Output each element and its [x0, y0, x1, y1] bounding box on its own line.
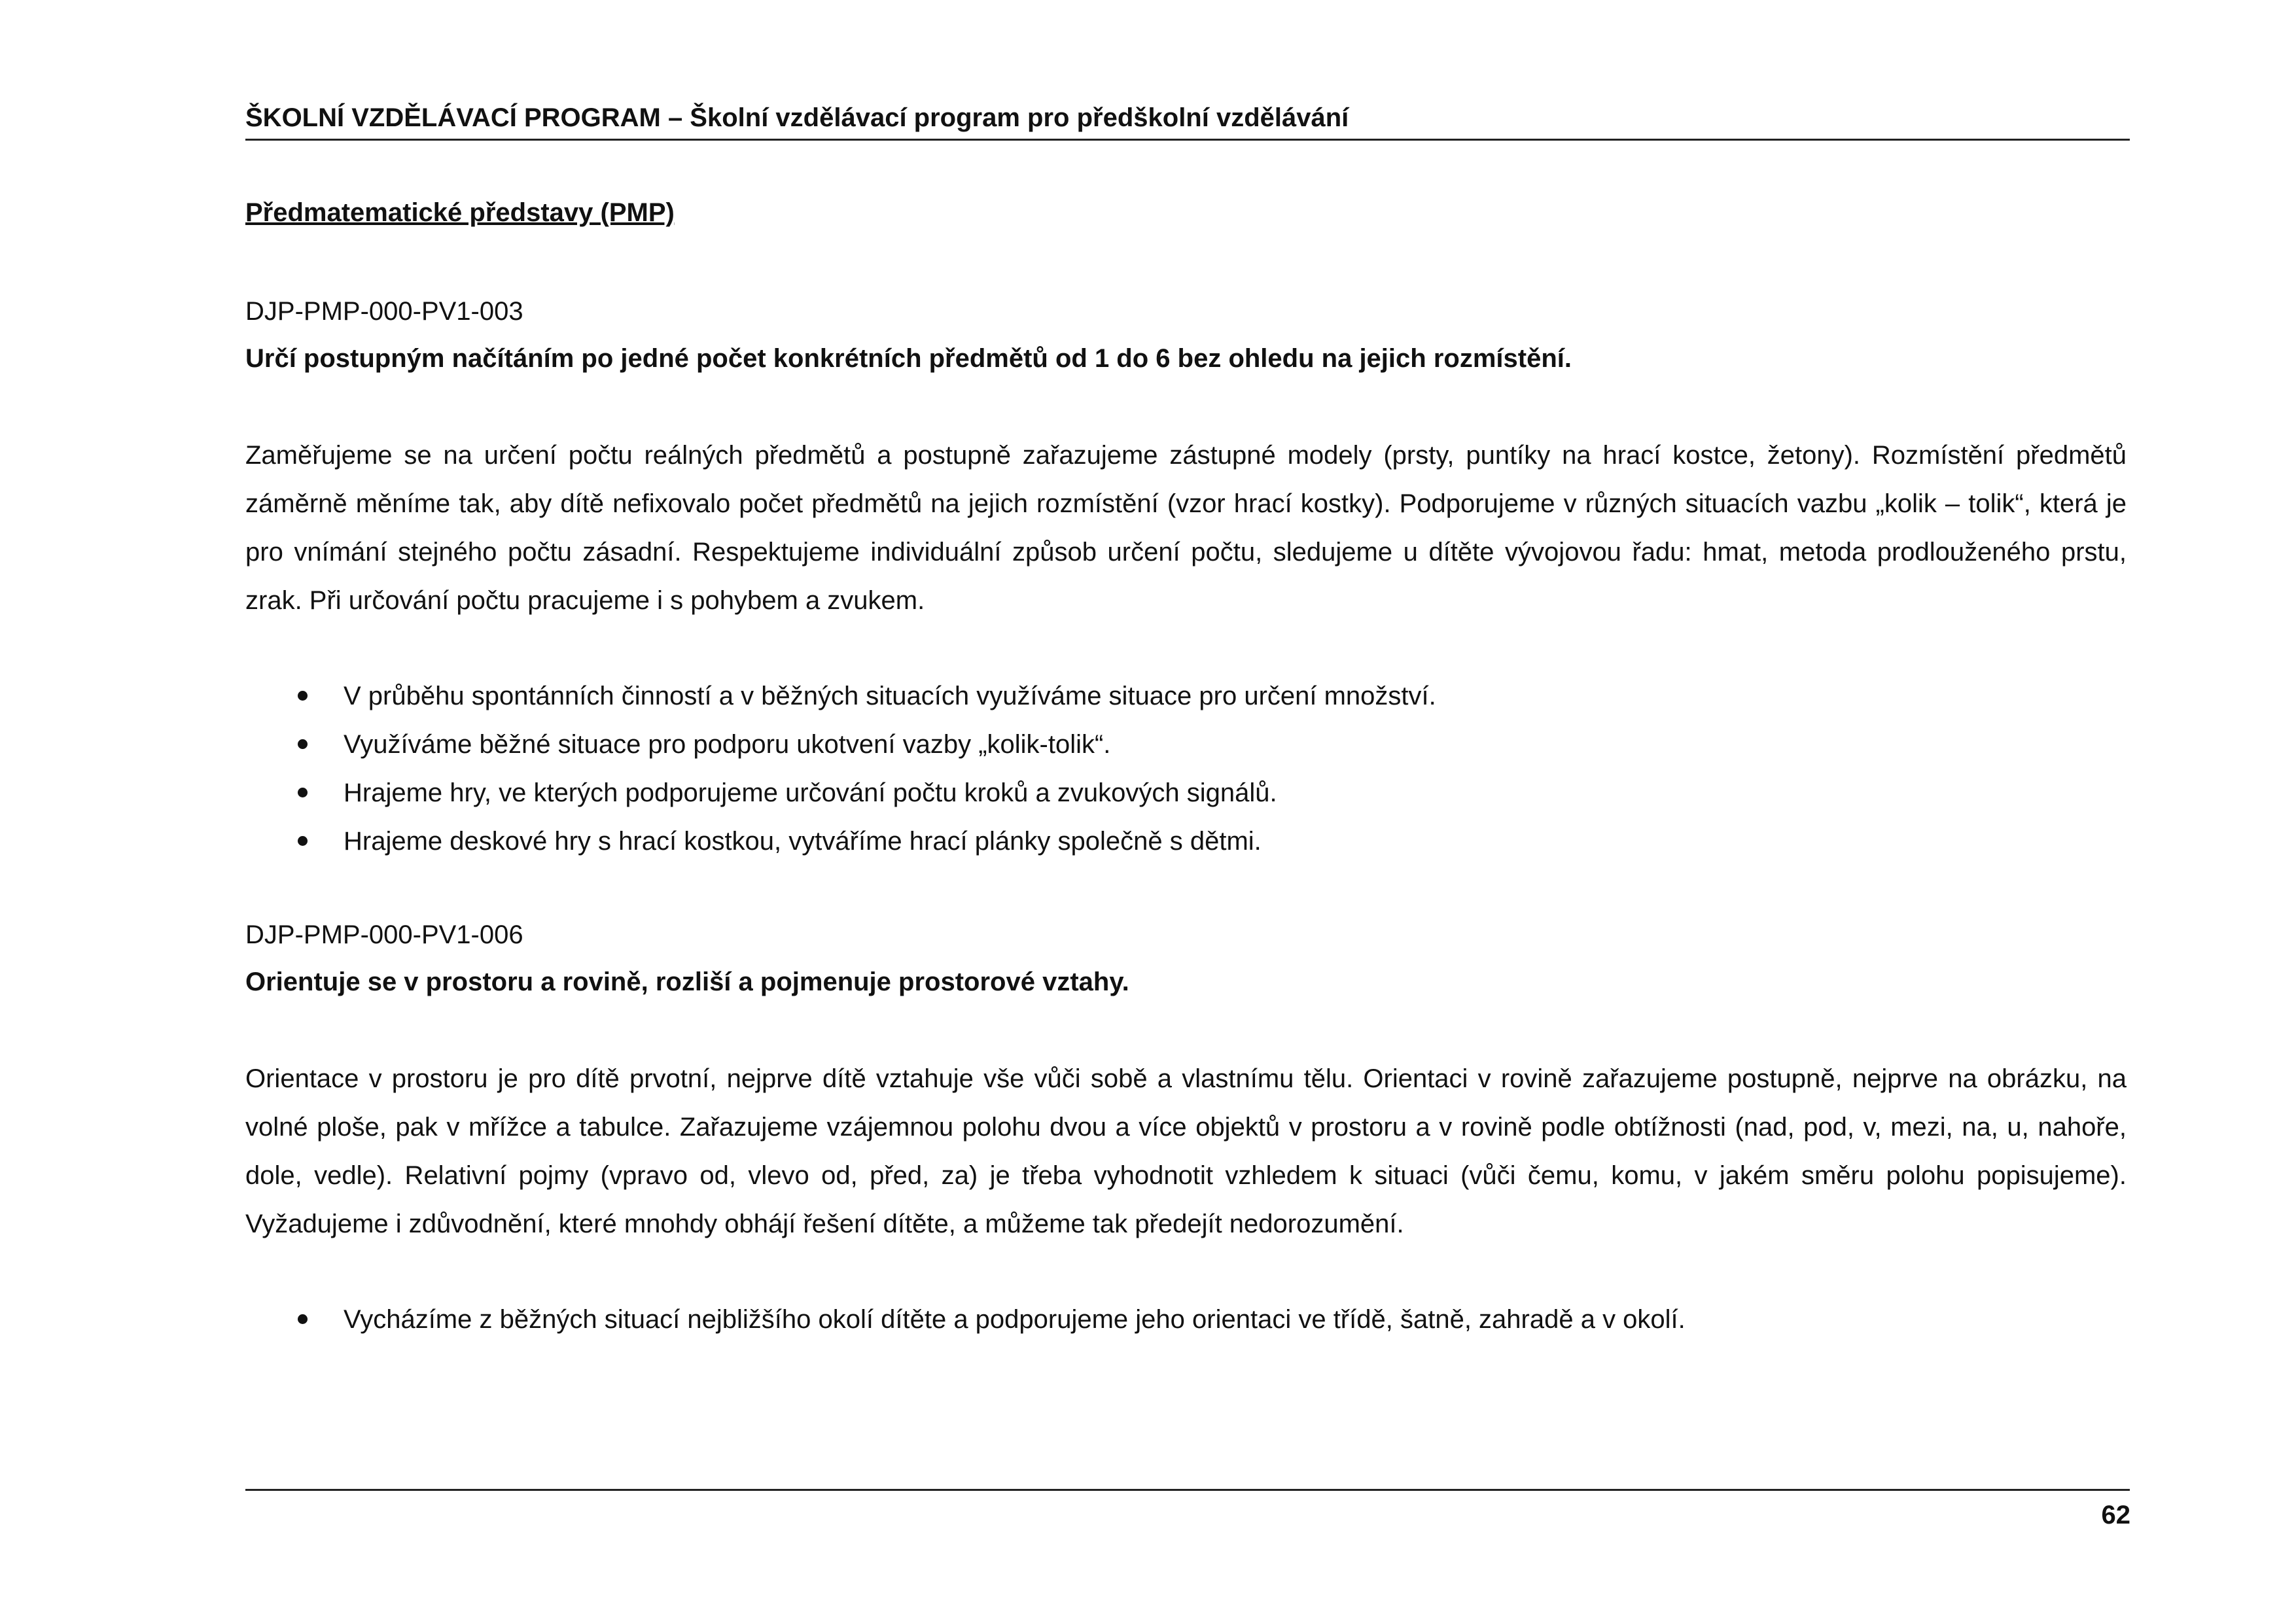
outcome-code: DJP-PMP-000-PV1-006 [245, 920, 523, 949]
list-item-text: Využíváme běžné situace pro podporu ukotvení vazby „kolik-tolik“. [344, 730, 1111, 759]
footer-divider [245, 1489, 2130, 1491]
list-item-text: V průběhu spontánních činností a v běžných situacích využíváme situace pro určení množství. [344, 682, 1436, 710]
bullet-icon [298, 1314, 308, 1324]
list-item-text: Vycházíme z běžných situací nejbližšího okolí dítěte a podporujeme jeho orientaci ve třídě, šatně, zahradě a v okolí. [344, 1305, 1686, 1334]
outcome-block-1 [245, 288, 2127, 865]
list-item [245, 720, 2127, 769]
header-divider [245, 139, 2130, 141]
bullet-icon [298, 788, 308, 797]
list-item [245, 1295, 2127, 1344]
section-title: Předmatematické představy (PMP) [245, 198, 675, 227]
activity-list [245, 672, 2127, 865]
page-number: 62 [2101, 1501, 2130, 1529]
outcome-code: DJP-PMP-000-PV1-003 [245, 297, 523, 326]
outcome-description: Zaměřujeme se na určení počtu reálných předmětů a postupně zařazujeme zástupné modely (prsty, puntíky na hrací kostce, žetony). Rozmístění předmětů záměrně měníme tak, aby dítě nefixovalo počet předmětů na jejich rozmístění (vzor hrací kostky). Podporujeme v různých situacích vazbu „kolik – tolik“, která je pro vnímání stejného počtu zásadní. Respektujeme individuální způsob určení počtu, sledujeme u dítěte vývojovou řadu: hmat, metoda prodlouženého prstu, zrak. Při určování počtu pracujeme i s pohybem a zvukem. [245, 441, 2127, 615]
list-item-text: Hrajeme deskové hry s hrací kostkou, vytváříme hrací plánky společně s dětmi. [344, 827, 1262, 856]
bullet-icon [298, 836, 308, 846]
outcome-goal: Orientuje se v prostoru a rovině, rozliší a pojmenuje prostorové vztahy. [245, 968, 1129, 996]
page-header-title: ŠKOLNÍ VZDĚLÁVACÍ PROGRAM – Školní vzdělávací program pro předškolní vzdělávání [245, 103, 1349, 132]
bullet-icon [298, 691, 308, 701]
list-item-text: Hrajeme hry, ve kterých podporujeme určování počtu kroků a zvukových signálů. [344, 778, 1277, 807]
bullet-icon [298, 739, 308, 749]
outcome-description: Orientace v prostoru je pro dítě prvotní, nejprve dítě vztahuje vše vůči sobě a vlastnímu tělu. Orientaci v rovině zařazujeme postupně, nejprve na obrázku, na volné ploše, pak v mřížce a tabulce. Zařazujeme vzájemnou polohu dvou a více objektů v prostoru a v rovině podle obtížnosti (nad, pod, v, mezi, na, u, nahoře, dole, vedle). Relativní pojmy (vpravo od, vlevo od, před, za) je třeba vyhodnotit vzhledem k situaci (vůči čemu, komu, v jakém směru polohu popisujeme). Vyžadujeme i zdůvodnění, které mnohdy obhájí řešení dítěte, a můžeme tak předejít nedorozumění. [245, 1064, 2127, 1238]
list-item [245, 817, 2127, 865]
activity-list [245, 1295, 2127, 1344]
outcome-block-2 [245, 911, 2127, 1344]
list-item [245, 672, 2127, 720]
page-content [245, 190, 2127, 1389]
outcome-goal: Určí postupným načítáním po jedné počet konkrétních předmětů od 1 do 6 bez ohledu na jejich rozmístění. [245, 344, 1572, 373]
list-item [245, 769, 2127, 817]
